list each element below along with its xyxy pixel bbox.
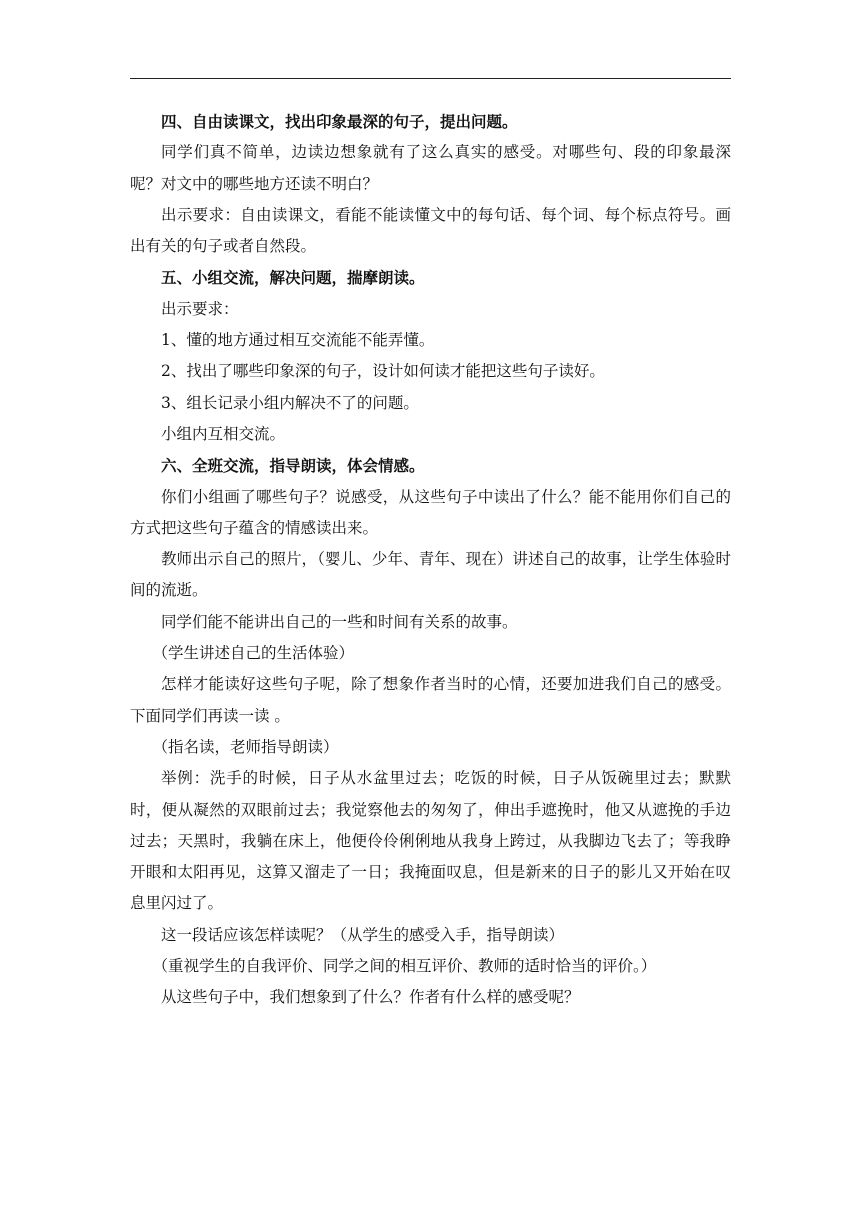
paragraph: 同学们能不能讲出自己的一些和时间有关系的故事。 xyxy=(161,612,518,631)
document-body xyxy=(130,106,731,1014)
paragraph: 怎样才能读好这些句子呢，除了想象作者当时的心情，还要加进我们自己的感受。下面同学们再读一读 。 xyxy=(130,675,731,725)
paragraph: 教师出示自己的照片，（婴儿、少年、青年、现在）讲述自己的故事，让学生体验时间的流逝。 xyxy=(130,550,731,600)
paragraph: 你们小组画了哪些句子？说感受，从这些句子中读出了什么？能不能用你们自己的方式把这些句子蕴含的情感读出来。 xyxy=(130,487,731,537)
paragraph: 出示要求：自由读课文，看能不能读懂文中的每句话、每个词、每个标点符号。画出有关的句子或者自然段。 xyxy=(130,205,731,256)
paragraph: 同学们真不简单，边读边想象就有了这么真实的感受。对哪些句、段的印象最深呢？对文中的哪些地方还读不明白？ xyxy=(130,143,731,193)
header-rule xyxy=(130,78,731,79)
list-item: 3、组长记录小组内解决不了的问题。 xyxy=(161,393,419,412)
paragraph: 从这些句子中，我们想象到了什么？作者有什么样的感受呢？ xyxy=(161,988,580,1007)
paragraph: 这一段话应该怎样读呢？（从学生的感受入手，指导朗读） xyxy=(161,925,565,944)
list-item: 2、找出了哪些印象深的句子，设计如何读才能把这些句子读好。 xyxy=(161,362,605,381)
list-item: 1、懂的地方通过相互交流能不能弄懂。 xyxy=(161,331,435,350)
paragraph: （指名读，老师指导朗读） xyxy=(152,737,339,756)
paragraph: （学生讲述自己的生活体验） xyxy=(152,644,354,663)
section-heading-6: 六、全班交流，指导朗读，体会情感。 xyxy=(161,456,425,476)
paragraph: 出示要求： xyxy=(161,299,239,318)
paragraph: （重视学生的自我评价、同学之间的相互评价、教师的适时恰当的评价。） xyxy=(152,957,657,976)
paragraph: 小组内互相交流。 xyxy=(161,424,286,443)
section-heading-4: 四、自由读课文，找出印象最深的句子，提出问题。 xyxy=(161,112,518,131)
paragraph: 举例：洗手的时候，日子从水盆里过去；吃饭的时候，日子从饭碗里过去；默默时，便从凝然的双眼前过去；我觉察他去的匆匆了，伸出手遮挽时，他又从遮挽的手边过去；天黑时，我躺在床上，他便伶伶俐俐地从我身上跨过，从我脚边飞去了；等我睁开眼和太阳再见，这算又溜走了一日；我掩面叹息，但是新来的日子的影儿又开始在叹息里闪过了。 xyxy=(130,769,731,913)
section-heading-5: 五、小组交流，解决问题，揣摩朗读。 xyxy=(161,268,425,288)
